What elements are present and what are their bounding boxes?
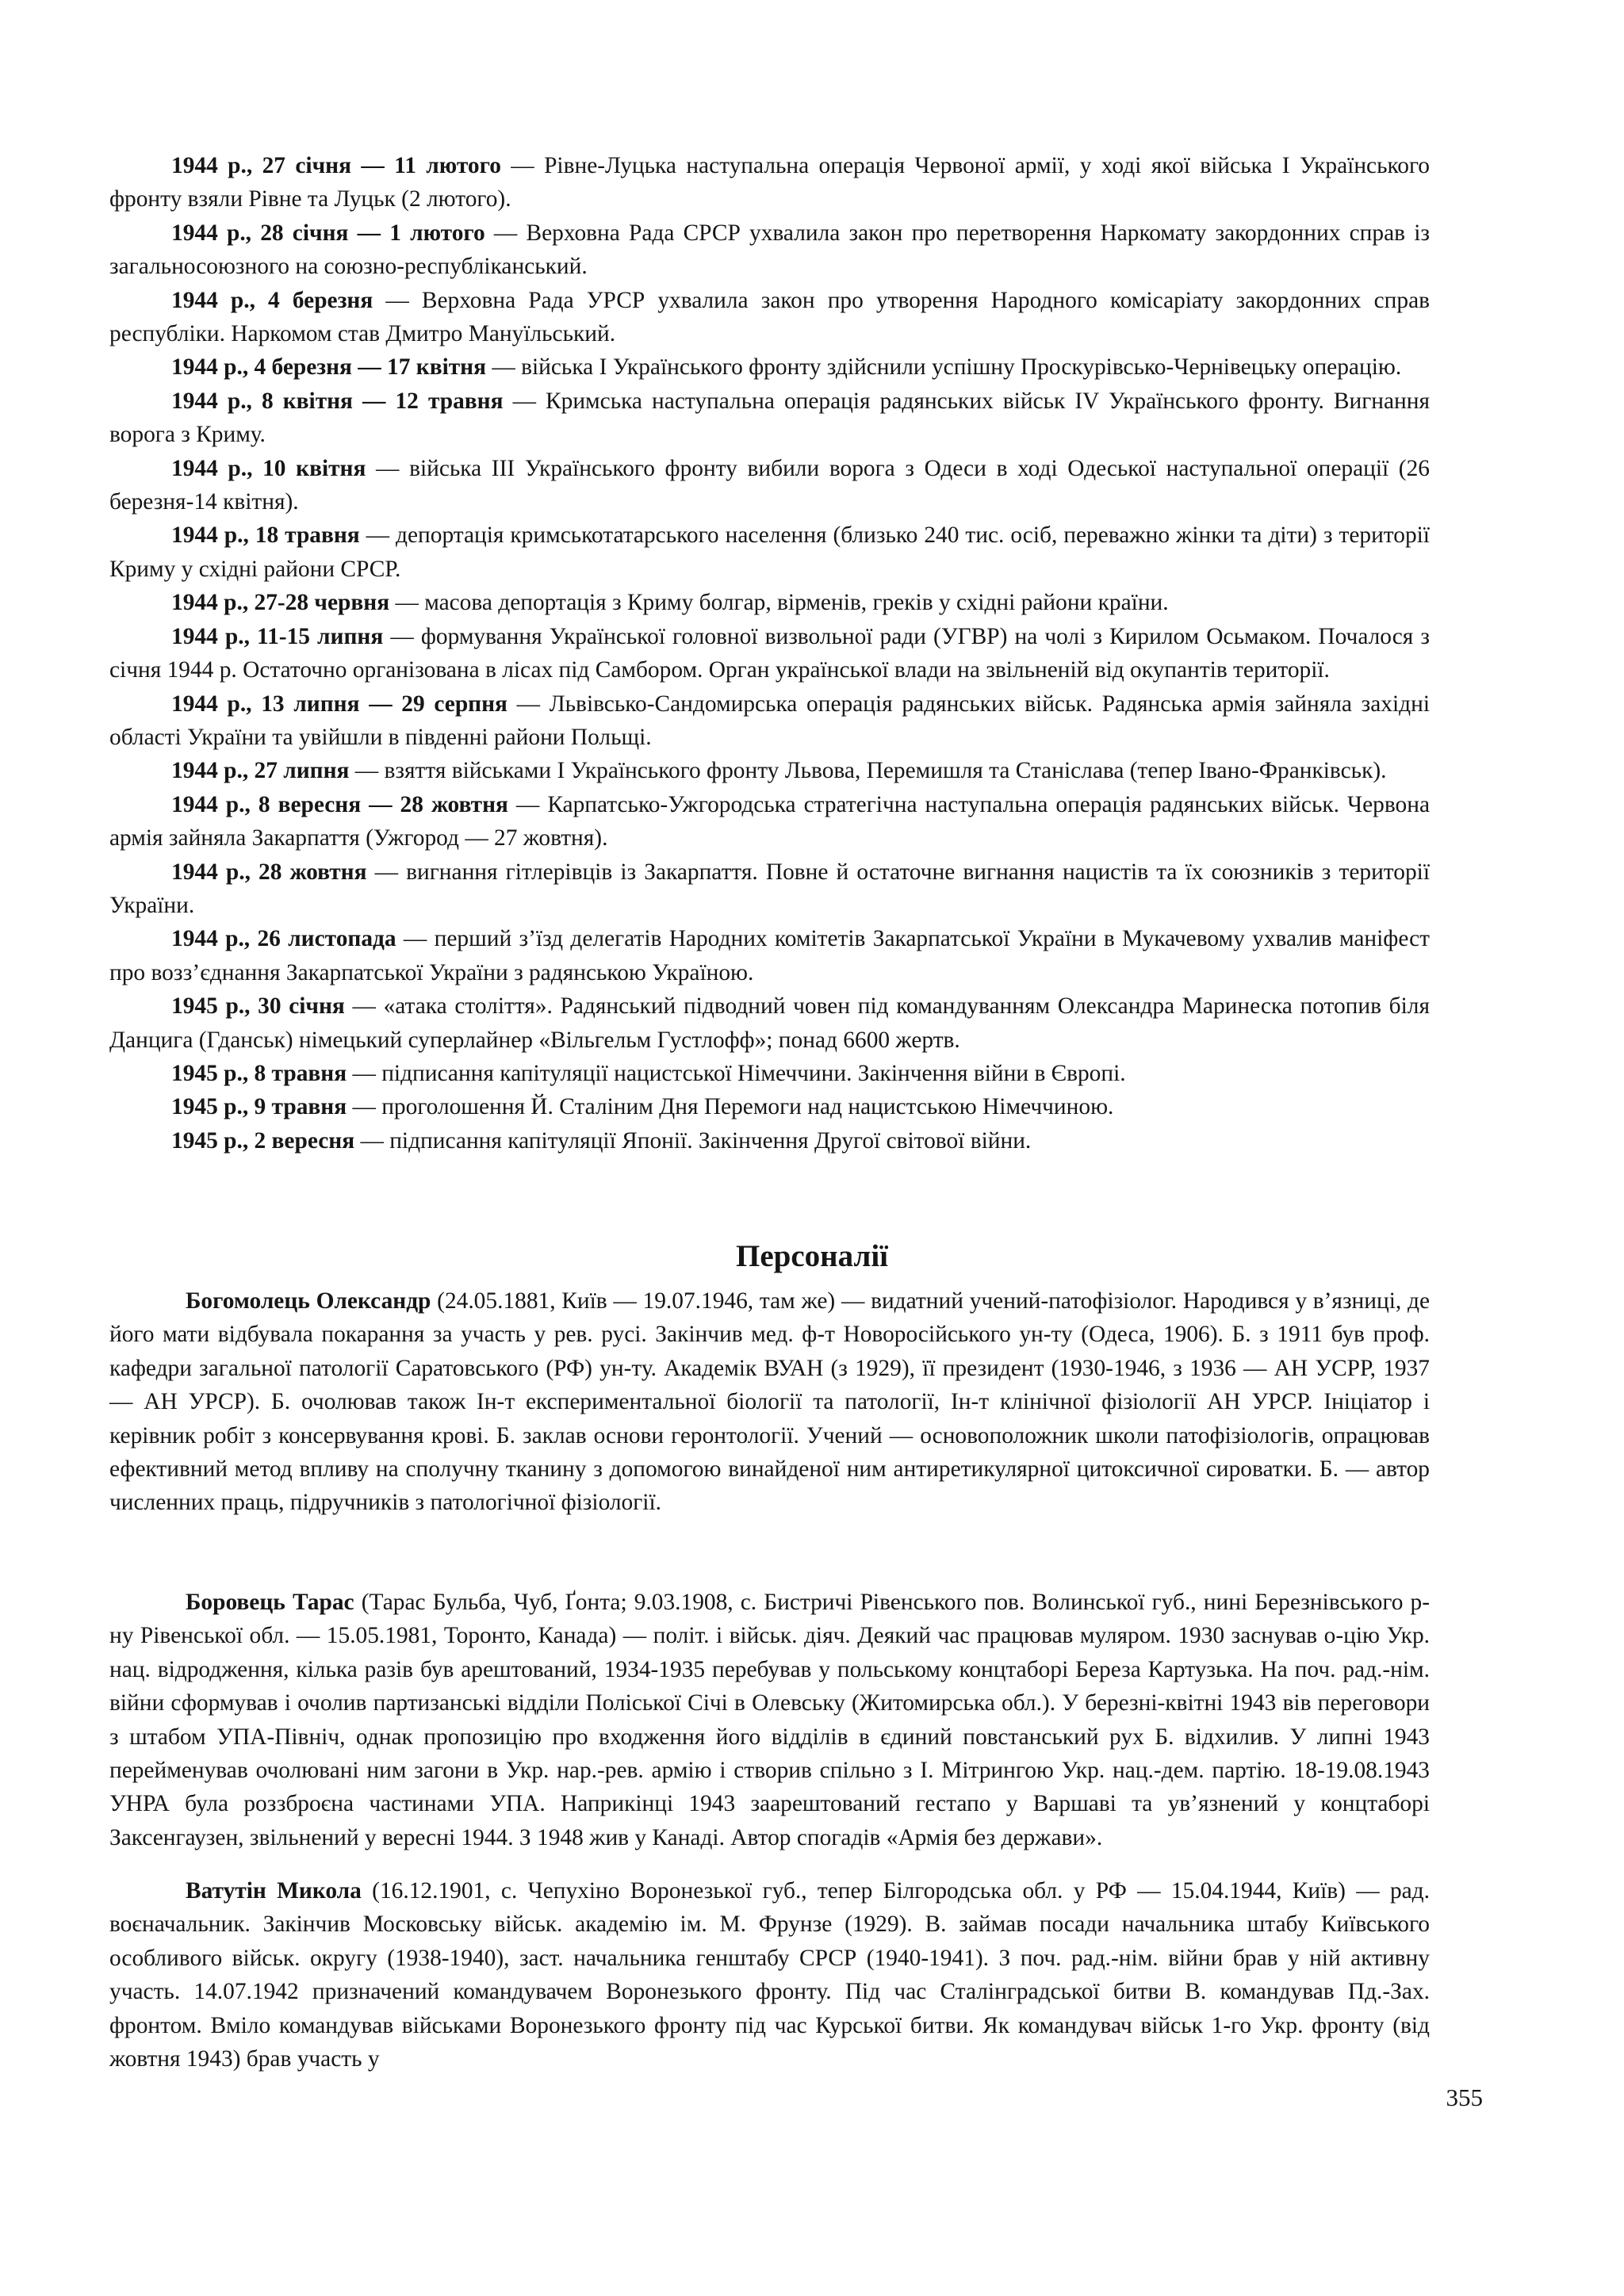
entry-text: — війська ІІІ Українського фронту вибили ворога з Одеси в ході Одеської наступальної операції (26 березня-14 квітня). (109, 455, 1430, 515)
entry-text: — Рівне-Луцька наступальна операція Червоної армії, у ході якої війська І Українського фронту взяли Рівне та Луцьк (2 лютого). (109, 153, 1430, 212)
chronology-entry (109, 149, 1430, 216)
bio-text: (16.12.1901, с. Чепухіно Воронезької губ., тепер Білгородська обл. у РФ — 15.04.1944, Київ) — рад. воєначальник. Закінчив Московську військ. академію ім. М. Фрунзе (1929). В. займав посади начальника штабу Київського особливого військ. округу (1938-1940), заст. начальника генштабу СРСР (1940-1941). З поч. рад.-нім. війни брав у ній активну участь. 14.07.1942 призначений командувачем Воронезького фронту. Під час Сталінградської битви В. командував Пд.-Зах. фронтом. Вміло командував військами Воронезького фронту під час Курської битви. Як командувач військ 1-го Укр. фронту (від жовтня 1943) брав участь у (109, 1878, 1430, 2072)
entry-text: — Верховна Рада СРСР ухвалила закон про перетворення Наркомату закордонних справ із загальносоюзного на союзно-республіканський. (109, 220, 1430, 280)
entry-date: 1944 р., 27-28 червня (171, 590, 390, 616)
chronology-entry (109, 687, 1430, 755)
chronology-entry (109, 788, 1430, 855)
chronology-entry (109, 452, 1430, 519)
chronology-entry (109, 855, 1430, 923)
bio-text: (24.05.1881, Київ — 19.07.1946, там же) — видатний учений-патофізіолог. Народився у в’язниці, де його мати відбувала покарання за участь у рев. русі. Закінчив мед. ф-т Новоросійського ун-ту (Одеса, 1906). Б. з 1911 був проф. кафедри загальної патології Саратовського (РФ) ун-ту. Академік ВУАН (з 1929), її президент (1930-1946, з 1936 — АН УСРР, 1937 — АН УРСР). Б. очолював також Ін-т експериментальної біології та патології, Ін-т клінічної фізіології АН УРСР. Ініціатор і керівник робіт з консервування крові. Б. заклав основи геронтології. Учений — основоположник школи патофізіологів, опрацював ефективний метод впливу на сполучну тканину з допомогою винайденої ним антиретикулярної цитоксичної сироватки. Б. — автор численних праць, підручників з патологічної фізіології. (109, 1288, 1430, 1516)
entry-date: 1944 р., 28 жовтня (171, 859, 367, 885)
entry-date: 1945 р., 2 вересня (171, 1127, 355, 1154)
chronology-entry (109, 922, 1430, 989)
chronology-list (109, 149, 1430, 1158)
entry-text: — депортація кримськотатарського населення (близько 240 тис. осіб, переважно жінки та діти) з території Криму у східні райони СРСР. (109, 522, 1430, 582)
chronology-entry (109, 754, 1430, 787)
entry-date: 1945 р., 9 травня (171, 1094, 347, 1120)
entry-date: 1944 р., 8 вересня — 28 жовтня (171, 791, 508, 817)
biography-entry (109, 1284, 1430, 1520)
chronology-entry (109, 620, 1430, 687)
entry-date: 1944 р., 8 квітня — 12 травня (171, 388, 504, 414)
bio-name: Ватутін Микола (186, 1878, 362, 1904)
entry-date: 1945 р., 8 травня (171, 1060, 347, 1086)
entry-text: — перший з’їзд делегатів Народних комітетів Закарпатської України в Мукачевому ухвалив маніфест про возз’єднання Закарпатської України з радянською Україною. (109, 926, 1430, 985)
entry-date: 1944 р., 27 липня (171, 758, 350, 784)
chronology-entry (109, 350, 1430, 384)
chronology-entry (109, 216, 1430, 284)
page-number: 355 (1446, 2084, 1483, 2111)
bio-text: (Тарас Бульба, Чуб, Ґонта; 9.03.1908, с. Бистричі Рівенського пов. Волинської губ., нині Березнівського р-ну Рівенської обл. — 15.05.1981, Торонто, Канада) — політ. і військ. діяч. Деякий час працював муляром. 1930 заснував о-цію Укр. нац. відродження, кілька разів був арештований, 1934-1935 перебував у польському концтаборі Береза Картузька. На поч. рад.-нім. війни сформував і очолив партизанські відділи Поліської Січі в Олевську (Житомирська обл.). У березні-квітні 1943 вів переговори з штабом УПА-Північ, однак пропозицію про входження його відділів в єдиний повстанський рух Б. відхилив. У липні 1943 перейменував очолювані ним загони в Укр. нар.-рев. армію і створив спільно з І. Мітрингою Укр. нац.-дем. партію. 18-19.08.1943 УНРА була роззброєна частинами УПА. Наприкінці 1943 заарештований гестапо у Варшаві та ув’язнений у концтаборі Заксенгаузен, звільнений у вересні 1944. З 1948 жив у Канаді. Автор спогадів «Армія без держави». (109, 1590, 1430, 1850)
entry-text: — проголошення Й. Сталіним Дня Перемоги над нацистською Німеччиною. (347, 1094, 1114, 1120)
entry-date: 1944 р., 10 квітня (171, 455, 366, 481)
entry-date: 1944 р., 13 липня — 29 серпня (171, 691, 508, 717)
entry-text: — підписання капітуляції Японії. Закінчення Другої світової війни. (354, 1127, 1032, 1154)
bio-name: Боровець Тарас (186, 1590, 354, 1615)
entry-text: — вигнання гітлерівців із Закарпаття. Повне й остаточне вигнання нацистів та їх союзників з території України. (109, 859, 1430, 918)
entry-text: — масова депортація з Криму болгар, вірменів, греків у східні райони країни. (389, 590, 1169, 616)
chronology-entry (109, 385, 1430, 452)
entry-text: — Кримська наступальна операція радянських військ IV Українського фронту. Вигнання ворога з Криму. (109, 388, 1430, 448)
entry-text: — підписання капітуляції нацистської Німеччини. Закінчення війни в Європі. (347, 1060, 1126, 1086)
entry-date: 1944 р., 4 березня — 17 квітня (171, 354, 487, 381)
entry-text: — «атака століття». Радянський підводний човен під командуванням Олександра Маринеска потопив біля Данцига (Гданськ) німецький суперлайнер «Вільгельм Густлофф»; понад 6600 жертв. (109, 993, 1430, 1053)
biography-entry (109, 1874, 1430, 2076)
entry-text: — взяття військами І Українського фронту Львова, Перемишля та Станіслава (тепер Івано-Франківськ). (349, 758, 1387, 784)
entry-date: 1944 р., 18 травня (171, 522, 360, 549)
entry-date: 1944 р., 27 січня — 11 лютого (171, 153, 501, 178)
chronology-entry (109, 519, 1430, 586)
entry-date: 1944 р., 28 січня — 1 лютого (171, 220, 485, 246)
chronology-entry (109, 989, 1430, 1057)
section-title: Персоналії (735, 1239, 888, 1273)
chronology-entry (109, 1090, 1430, 1123)
chronology-entry (109, 284, 1430, 351)
entry-date: 1945 р., 30 січня (171, 993, 345, 1020)
entry-text: — Львівсько-Сандомирська операція радянських військ. Радянська армія зайняла західні області України та увійшли в південні райони Польщі. (109, 691, 1430, 750)
entry-text: — Карпатсько-Ужгородська стратегічна наступальна операція радянських військ. Червона армія зайняла Закарпаття (Ужгород — 27 жовтня). (109, 791, 1430, 851)
biography-entry (109, 1586, 1430, 1854)
chronology-entry (109, 1124, 1430, 1158)
entry-text: — Верховна Рада УРСР ухвалила закон про утворення Народного комісаріату закордонних справ республіки. Наркомом став Дмитро Мануїльський. (109, 287, 1430, 347)
entry-date: 1944 р., 26 листопада (171, 926, 396, 952)
chronology-entry (109, 586, 1430, 619)
chronology-entry (109, 1057, 1430, 1090)
entry-text: — війська І Українського фронту здійснили успішну Проскурівсько-Чернівецьку операцію. (486, 354, 1402, 381)
entry-date: 1944 р., 11-15 липня (171, 623, 384, 649)
bio-name: Богомолець Олександр (186, 1288, 431, 1314)
entry-date: 1944 р., 4 березня (171, 287, 373, 313)
entry-text: — формування Української головної визвольної ради (УГВР) на чолі з Кирилом Осьмаком. Почалося з січня 1944 р. Остаточно організована в лісах під Самбором. Орган української влади на звільненій від окупантів території. (109, 623, 1430, 683)
